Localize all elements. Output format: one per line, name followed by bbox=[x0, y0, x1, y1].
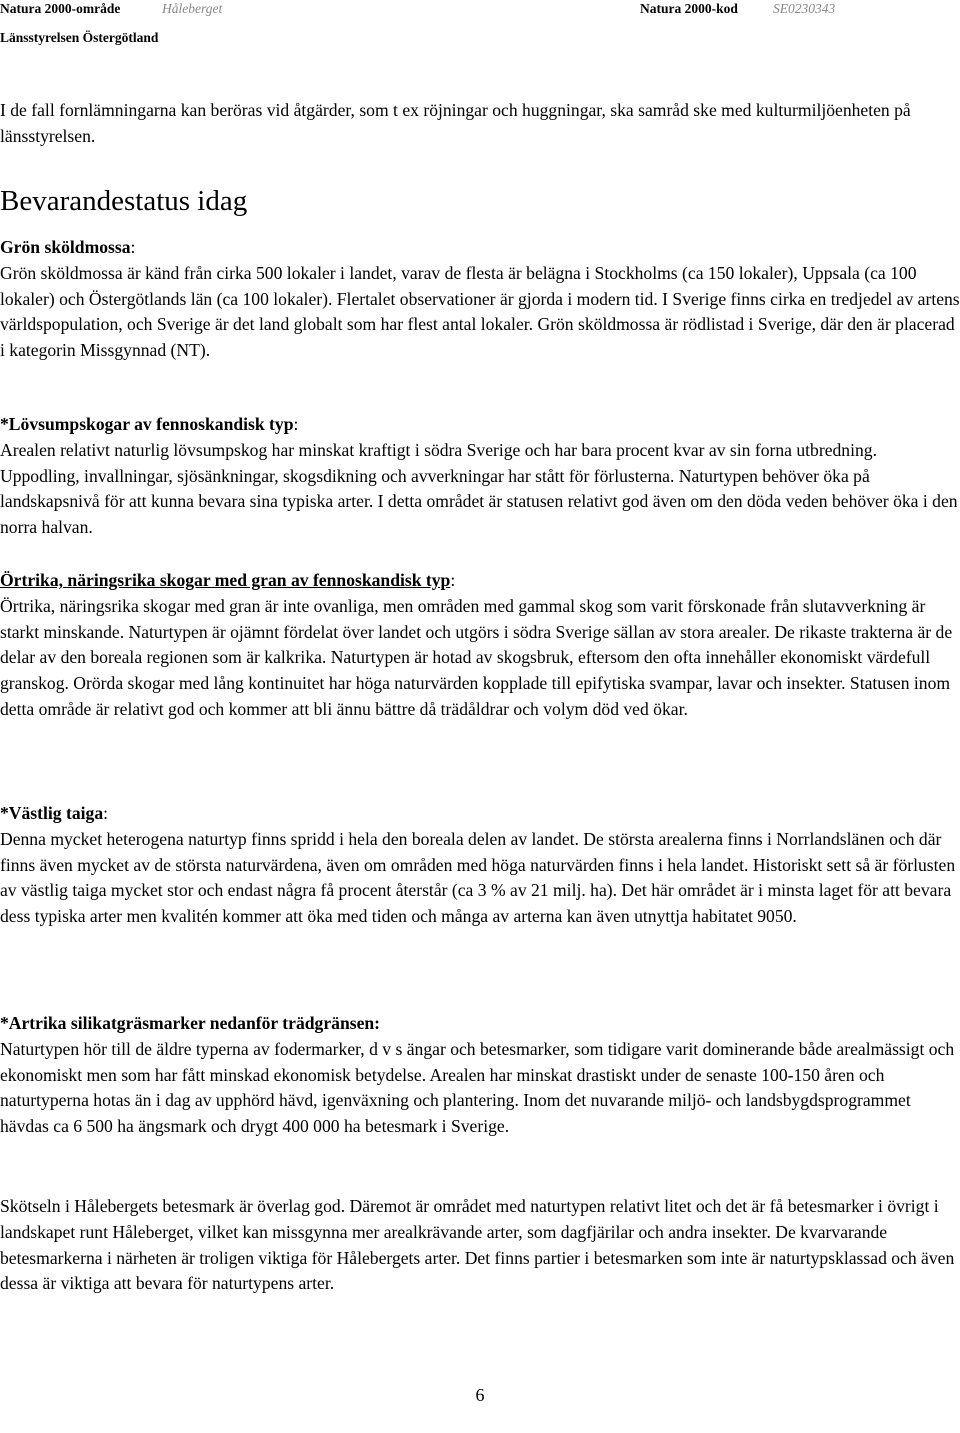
header-code-value: SE0230343 bbox=[773, 1, 836, 16]
section-heading: *Västlig taiga: bbox=[0, 803, 109, 823]
section-text: Grön sköldmossa är känd från cirka 500 lokaler i landet, varav de flesta är belägna i Stockholms (ca 150 lokaler), Uppsala (ca 100 lokaler) och Östergötlands län (ca 100 lokaler). Flertalet observationer är gjorda i modern tid. I Sverige finns cirka en tredjedel av artens världspopulation, och Sverige är det land globalt som har flest antal lokaler. Grön sköldmossa är rödlistad i Sverige, där den är placerad i kategorin Missgynnad (NT). bbox=[0, 262, 960, 361]
section-artrika-silikatgrasmarker bbox=[0, 1011, 960, 1140]
section-text: Örtrika, näringsrika skogar med gran är inte ovanliga, men områden med gammal skog som varit förskonade från slutavverkning är starkt minskande. Naturtypen är ojämnt fördelat över landet och utgörs i södra Sverige sällan av stora arealer. De rikaste trakterna är de delar av den boreala regionen som är kalkrika. Naturtypen är hotad av skogsbruk, eftersom den ofta innehåller ekonomiskt värdefull granskog. Orörda skogar med lång kontinuitet har höga naturvärden kopplade till epifytiska svampar, lavar och insekter. Statusen inom detta område är relativt god och kommer att bli ännu bättre då trädåldrar och volym död ved ökar. bbox=[0, 595, 953, 719]
closing-paragraph: Skötseln i Hålebergets betesmark är överlag god. Däremot är området med naturtypen relativt litet och det är få betesmarker i övrigt i landskapet runt Håleberget, vilket kan missgynna mer arealkrävande arter, som dagfjärilar och andra insekter. De kvarvarande betesmarkerna i närheten är troligen viktiga för Hålebergets arter. Det finns partier i betesmarken som inte är naturtypsklassad och även dessa är viktiga att bevara för naturtypens arter. bbox=[0, 1196, 955, 1294]
header-authority: Länsstyrelsen Östergötland bbox=[0, 30, 159, 45]
section-heading: *Artrika silikatgräsmarker nedanför trädgränsen: bbox=[0, 1013, 381, 1033]
section-title: Bevarandestatus idag bbox=[0, 185, 248, 217]
section-vastlig-taiga bbox=[0, 801, 960, 930]
section-heading: *Lövsumpskogar av fennoskandisk typ: bbox=[0, 414, 299, 434]
section-lovsumpskogar bbox=[0, 412, 960, 541]
header-area-label: Natura 2000-område bbox=[0, 1, 121, 16]
page-number: 6 bbox=[475, 1385, 485, 1405]
section-text: Naturtypen hör till de äldre typerna av fodermarker, d v s ängar och betesmarker, som tidigare varit dominerande både arealmässigt och ekonomiskt men som har fått minskad ekonomisk betydelse. Arealen har minskat drastiskt under de senaste 100-150 åren och naturtyperna hotas än i dag av upphörd hävd, igenväxning och plantering. Inom det nuvarande miljö- och landsbygdsprogrammet hävdas ca 6 500 ha ängsmark och drygt 400 000 ha betesmark i Sverige. bbox=[0, 1038, 955, 1137]
section-heading: Grön sköldmossa: bbox=[0, 237, 136, 257]
header-code-label: Natura 2000-kod bbox=[640, 1, 738, 16]
section-ortrika-skogar bbox=[0, 568, 960, 723]
section-gron-skoldmossa bbox=[0, 235, 960, 364]
header-area-name: Håleberget bbox=[162, 1, 223, 16]
section-text: Arealen relativt naturlig lövsumpskog har minskat kraftigt i södra Sverige och har bara procent kvar av sin forna utbredning. Uppodling, invallningar, sjösänkningar, skogsdikning och avverkningar har stått för förlusterna. Naturtypen behöver öka på landskapsnivå för att kunna bevara sina typiska arter. I detta området är statusen relativt god även om den döda veden behöver öka i den norra halvan. bbox=[0, 439, 958, 538]
intro-paragraph: I de fall fornlämningarna kan beröras vid åtgärder, som t ex röjningar och huggningar, ska samråd ske med kulturmiljöenheten på länsstyrelsen. bbox=[0, 100, 911, 146]
section-text: Denna mycket heterogena naturtyp finns spridd i hela den boreala delen av landet. De största arealerna finns i Norrlandslänen och där finns även mycket av de största naturvärdena, även om områden med höga naturvärden finns i hela landet. Historiskt sett så är förlusten av västlig taiga mycket stor och endast några få procent återstår (ca 3 % av 21 milj. ha). Det här området är i minsta laget för att bevara dess typiska arter men kvalitén kommer att öka med tiden och många av arterna kan även utnyttja habitatet 9050. bbox=[0, 828, 956, 927]
section-heading: Örtrika, näringsrika skogar med gran av fennoskandisk typ: bbox=[0, 570, 456, 590]
